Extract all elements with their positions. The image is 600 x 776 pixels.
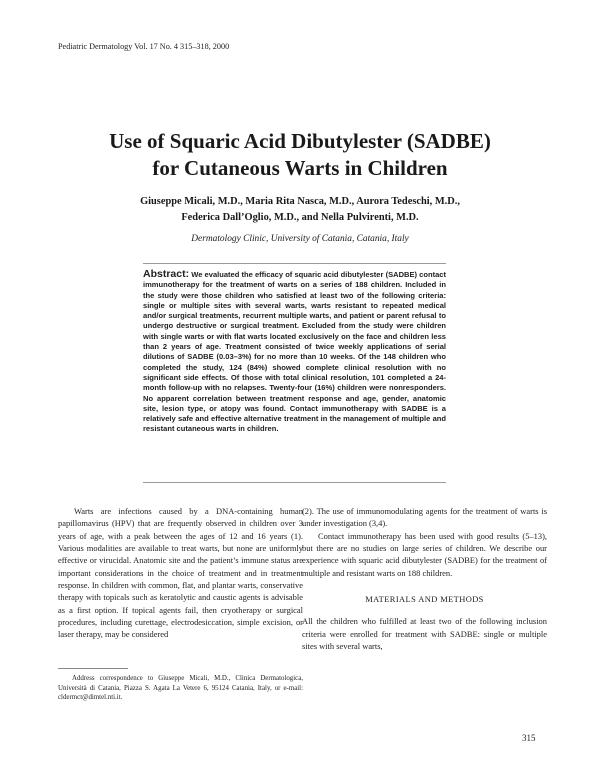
authors-line-2: Federica Dall’Oglio, M.D., and Nella Pulvirenti, M.D.	[181, 212, 419, 223]
body-left-column	[58, 505, 303, 641]
journal-header: Pediatric Dermatology Vol. 17 No. 4 315–318, 2000	[58, 42, 230, 51]
footnote-rule	[58, 668, 128, 669]
abstract	[143, 269, 446, 435]
body-right-column	[302, 505, 547, 652]
methods-paragraph-1: All the children who fulfilled at least two of the following inclusion criteria were enrolled for treatment with SADBE: single or multiple sites with several warts,	[302, 616, 547, 652]
intro-paragraph-1: Warts are infections caused by a DNA-containing human papillomavirus (HPV) that are frequently observed in children over 3 years of age, with a peak between the ages of 12 and 16 years (1). Various modalities are available to treat warts, but none are uniformly effective or virucidal. Anatomic site and the patient’s immune status are important considerations in the choice of treatment and in treatment response. In children with common, flat, and plantar warts, conservative therapy with topicals such as keratolytic and caustic agents is advisable as a first option. If topical agents fail, then cryotherapy or surgical procedures, including curettage, electrodesiccation, simple excision, or laser therapy, may be considered	[58, 506, 303, 640]
author-list	[60, 194, 540, 226]
footnote-text: Address correspondence to Giuseppe Micali, M.D., Clinica Dermatologica, Università di Catania, Piazza S. Agata La Vetere 6, 95124 Catania, Italy, or e-mail: cldermct@dimtel.nti.it.	[58, 675, 303, 702]
article-title	[40, 128, 560, 182]
title-line-1: Use of Squaric Acid Dibutylester (SADBE)	[109, 129, 491, 153]
page-number: 315	[522, 733, 536, 743]
authors-line-1: Giuseppe Micali, M.D., Maria Rita Nasca, M.D., Aurora Tedeschi, M.D.,	[140, 196, 460, 207]
abstract-text: We evaluated the efficacy of squaric acid dibutylester (SADBE) contact immunotherapy for the treatment of warts on a series of 188 children. Included in the study were those children who satisfied at least two of the following criteria: single or multiple sites with several warts, warts resistant to repeated medical and/or surgical treatments, recurrent multiple warts, and patient or parent refusal to undergo destructive or surgical treatment. Excluded from the study were children with single warts or with flat warts located exclusively on the face and children less than 2 years of age. Treatment consisted of twice weekly applications of serial dilutions of SADBE (0.03–3%) for no more than 10 weeks. Of the 148 children who completed the study, 124 (84%) showed complete clinical resolution with no significant side effects. Of those with total clinical resolution, 101 completed a 24-month follow-up with no relapses. Twenty-four (16%) children were nonresponders. No apparent correlation between treatment response and age, gender, anatomic site, lesion type, or atopy was found. Contact immunotherapy with SADBE is a relatively safe and effective alternative treatment in the management of multiple and resistant cutaneous warts in children.	[143, 270, 446, 434]
abstract-label: Abstract:	[143, 268, 190, 280]
intro-paragraph-3: Contact immunotherapy has been used with good results (5–13), but there are no studies on large series of children. We describe our experience with squaric acid dibutylester (SADBE) for the treatment of multiple and resistant warts on 188 children.	[302, 530, 547, 578]
abstract-top-rule	[143, 263, 446, 264]
intro-paragraph-2: (2). The use of immunomodulating agents for the treatment of warts is under investigation (3,4).	[302, 506, 547, 529]
abstract-bottom-rule	[143, 482, 446, 483]
section-heading-methods: MATERIALS AND METHODS	[365, 594, 484, 605]
affiliation: Dermatology Clinic, University of Catania, Catania, Italy	[191, 234, 409, 244]
correspondence-footnote	[58, 674, 303, 703]
title-line-2: for Cutaneous Warts in Children	[152, 156, 448, 180]
